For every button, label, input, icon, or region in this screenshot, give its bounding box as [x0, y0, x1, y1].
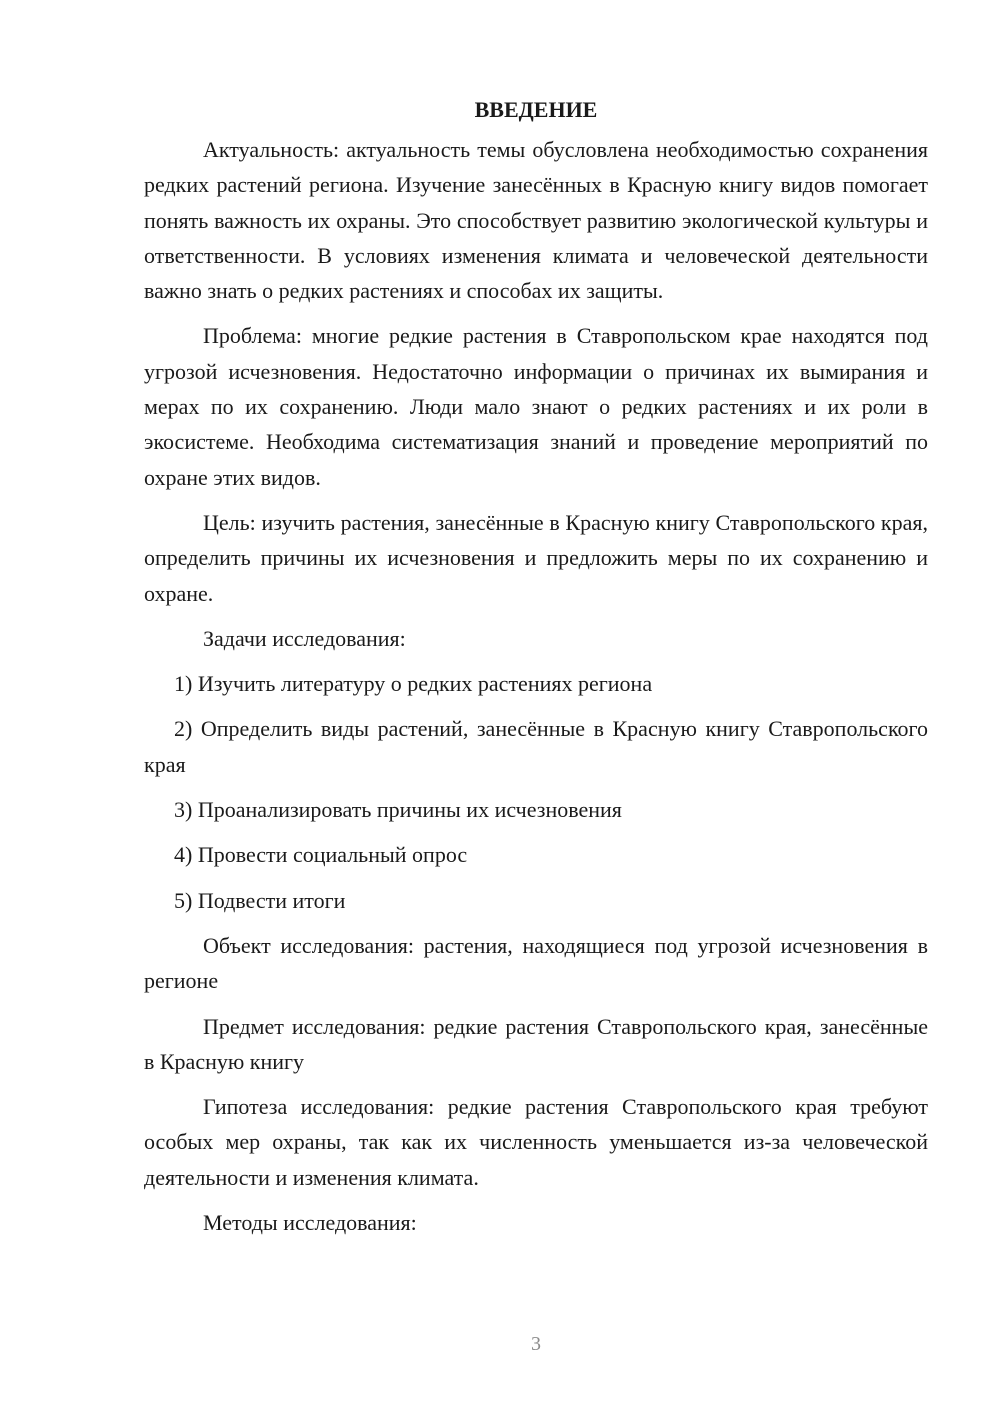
problem-paragraph: Проблема: многие редкие растения в Ставропольском крае находятся под угрозой исчезновения. Недостаточно информации о причинах их вымирания и мерах по их сохранению. Люди мало знают о редких растениях и их роли в экосистеме. Необходима систематизация знаний и проведение мероприятий по охране этих видов.	[144, 323, 928, 490]
methods-heading: Методы исследования:	[203, 1210, 417, 1236]
relevance-paragraph: Актуальность: актуальность темы обусловлена необходимостью сохранения редких растений региона. Изучение занесённых в Красную книгу видов помогает понять важность их охраны. Это способствует развитию экологической культуры и ответственности. В условиях изменения климата и человеческой деятельности важно знать о редких растениях и способах их защиты.	[144, 137, 928, 304]
task-item: 1) Изучить литературу о редких растениях региона	[174, 671, 653, 697]
task-item: 4) Провести социальный опрос	[174, 842, 468, 868]
goal-paragraph: Цель: изучить растения, занесённые в Красную книгу Ставропольского края, определить причины их исчезновения и предложить меры по их сохранению и охране.	[144, 509, 928, 606]
page-number: 3	[531, 1333, 541, 1355]
task-item: 3) Проанализировать причины их исчезновения	[174, 797, 622, 823]
section-title: ВВЕДЕНИЕ	[474, 97, 598, 122]
task-item: 2) Определить виды растений, занесённые в Красную книгу Ставропольского края	[144, 716, 928, 777]
document-page	[144, 92, 928, 1240]
hypothesis-paragraph: Гипотеза исследования: редкие растения Ставропольского края требуют особых мер охраны, так как их численность уменьшается из-за человеческой деятельности и изменения климата.	[144, 1094, 928, 1190]
subject-paragraph: Предмет исследования: редкие растения Ставропольского края, занесённые в Красную книгу	[144, 1013, 928, 1074]
object-paragraph: Объект исследования: растения, находящиеся под угрозой исчезновения в регионе	[144, 932, 928, 994]
tasks-heading: Задачи исследования:	[203, 625, 406, 651]
task-item: 5) Подвести итоги	[174, 887, 346, 913]
